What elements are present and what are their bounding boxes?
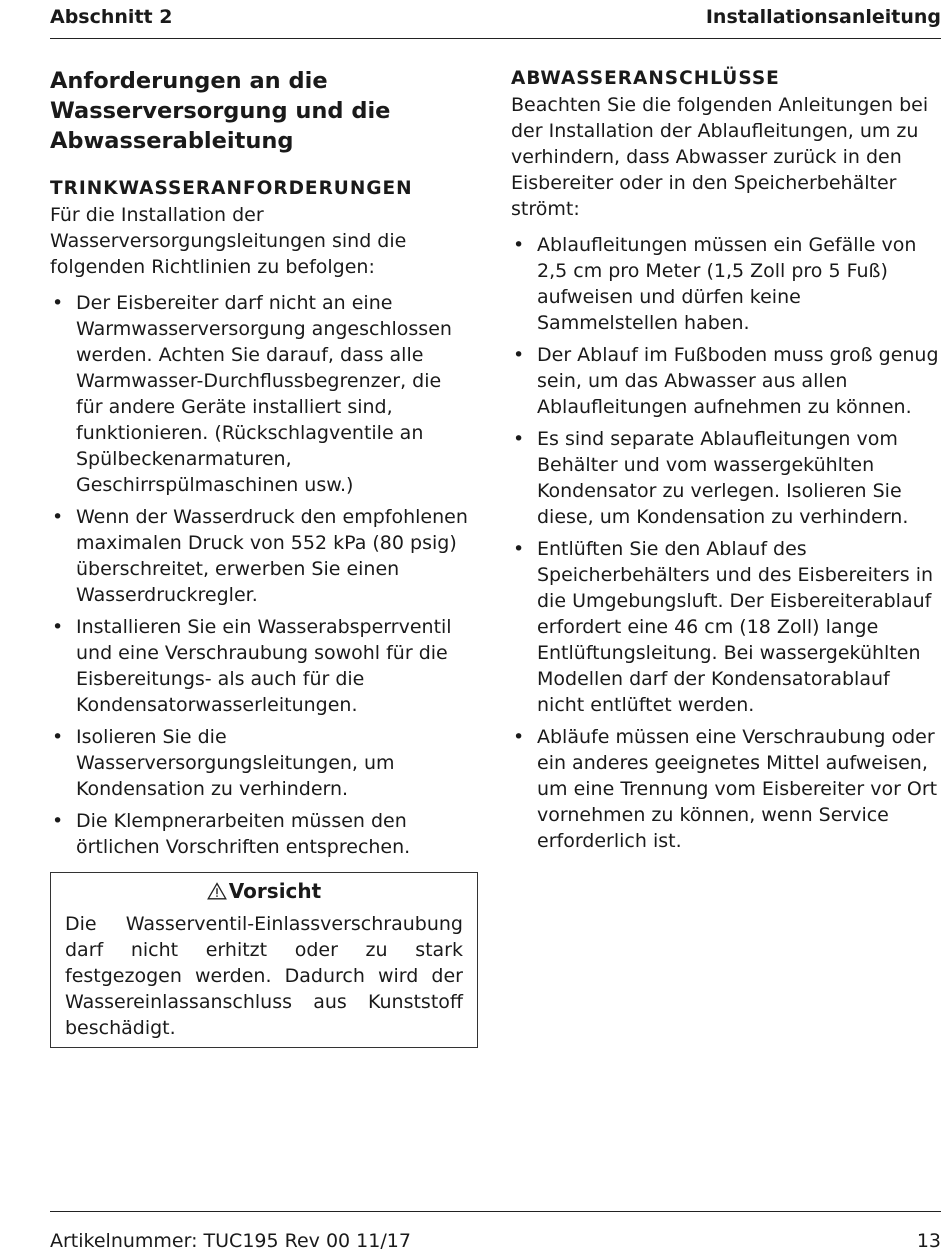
bullet-icon: • [52,726,64,748]
page-header [50,4,941,39]
list-item [511,232,941,336]
list-item-text: Installieren Sie ein Wasserabsperrventil und eine Verschraubung sowohl für die Eisbereitungs- als auch für die Kondensatorwasserleitungen. [76,616,452,716]
drinking-water-list [50,290,470,860]
list-item-text: Isolieren Sie die Wasserversorgungsleitungen, um Kondensation zu verhindern. [76,726,395,800]
left-column [50,66,470,866]
bullet-icon: • [513,234,525,256]
drinking-water-subheading: TRINKWASSERANFORDERUNGEN [50,178,413,199]
bullet-icon: • [52,506,64,528]
caution-text: Die Wasserventil-Einlassverschraubung darf nicht erhitzt oder zu stark festgezogen werden. Dadurch wird der Wassereinlassanschluss aus Kunststoff beschädigt. [65,913,463,1039]
document-title: Installationsanleitung [705,6,941,28]
list-item-text: Abläufe müssen eine Verschraubung oder ein anderes geeignetes Mittel aufweisen, um eine Trennung vom Eisbereiter vor Ort vornehmen zu können, wenn Service erforderlich ist. [537,726,938,852]
warning-triangle-icon [207,879,227,907]
list-item-text: Ablaufleitungen müssen ein Gefälle von 2,5 cm pro Meter (1,5 Zoll pro 5 Fuß) aufweisen und dürfen keine Sammelstellen haben. [537,234,917,334]
list-item [50,290,470,498]
caution-box [50,872,478,1048]
list-item-text: Es sind separate Ablaufleitungen vom Behälter und vom wassergekühlten Kondensator zu verlegen. Isolieren Sie diese, um Kondensation zu verhindern. [537,428,909,528]
bullet-icon: • [52,616,64,638]
wastewater-subheading: ABWASSERANSCHLÜSSE [511,68,780,89]
bullet-icon: • [513,344,525,366]
list-item [511,426,941,530]
wastewater-intro: Beachten Sie die folgenden Anleitungen bei der Installation der Ablaufleitungen, um zu verhindern, dass Abwasser zurück in den Eisbereiter oder in den Speicherbehälter strömt: [511,94,929,220]
bullet-icon: • [513,428,525,450]
caution-title [65,877,463,907]
bullet-icon: • [52,810,64,832]
section-label: Abschnitt 2 [50,6,173,28]
list-item [50,614,470,718]
page-footer [50,1211,941,1252]
wastewater-list [511,232,941,854]
section-heading: Anforderungen an die Wasserversorgung und die Abwasserableitung [50,68,391,154]
bullet-icon: • [52,292,64,314]
right-column [511,66,941,860]
list-item-text: Der Eisbereiter darf nicht an eine Warmwasserversorgung angeschlossen werden. Achten Sie darauf, dass alle Warmwasser-Durchflussbegrenzer, die für andere Geräte installiert sind, funktionieren. (Rückschlagventile an Spülbeckenarmaturen, Geschirrspülmaschinen usw.) [76,292,452,496]
bullet-icon: • [513,726,525,748]
list-item [511,536,941,718]
page-number: 13 [916,1230,941,1252]
list-item-text: Der Ablauf im Fußboden muss groß genug sein, um das Abwasser aus allen Ablaufleitungen aufnehmen zu können. [537,344,939,418]
list-item [511,342,941,420]
list-item-text: Die Klempnerarbeiten müssen den örtlichen Vorschriften entsprechen. [76,810,411,858]
list-item-text: Entlüften Sie den Ablauf des Speicherbehälters und des Eisbereiters in die Umgebungsluft. Der Eisbereiterablauf erfordert eine 46 cm (18 Zoll) lange Entlüftungsleitung. Bei wassergekühlten Modellen darf der Kondensatorablauf nicht entlüftet werden. [537,538,934,716]
bullet-icon: • [513,538,525,560]
list-item-text: Wenn der Wasserdruck den empfohlenen maximalen Druck von 552 kPa (80 psig) überschreitet, erwerben Sie einen Wasserdruckregler. [76,506,468,606]
list-item [50,724,470,802]
list-item [511,724,941,854]
caution-title-text: Vorsicht [228,879,322,903]
part-number: Artikelnummer: TUC195 Rev 00 11/17 [50,1230,411,1252]
list-item [50,808,470,860]
list-item [50,504,470,608]
drinking-water-intro: Für die Installation der Wasserversorgungsleitungen sind die folgenden Richtlinien zu befolgen: [50,204,407,278]
